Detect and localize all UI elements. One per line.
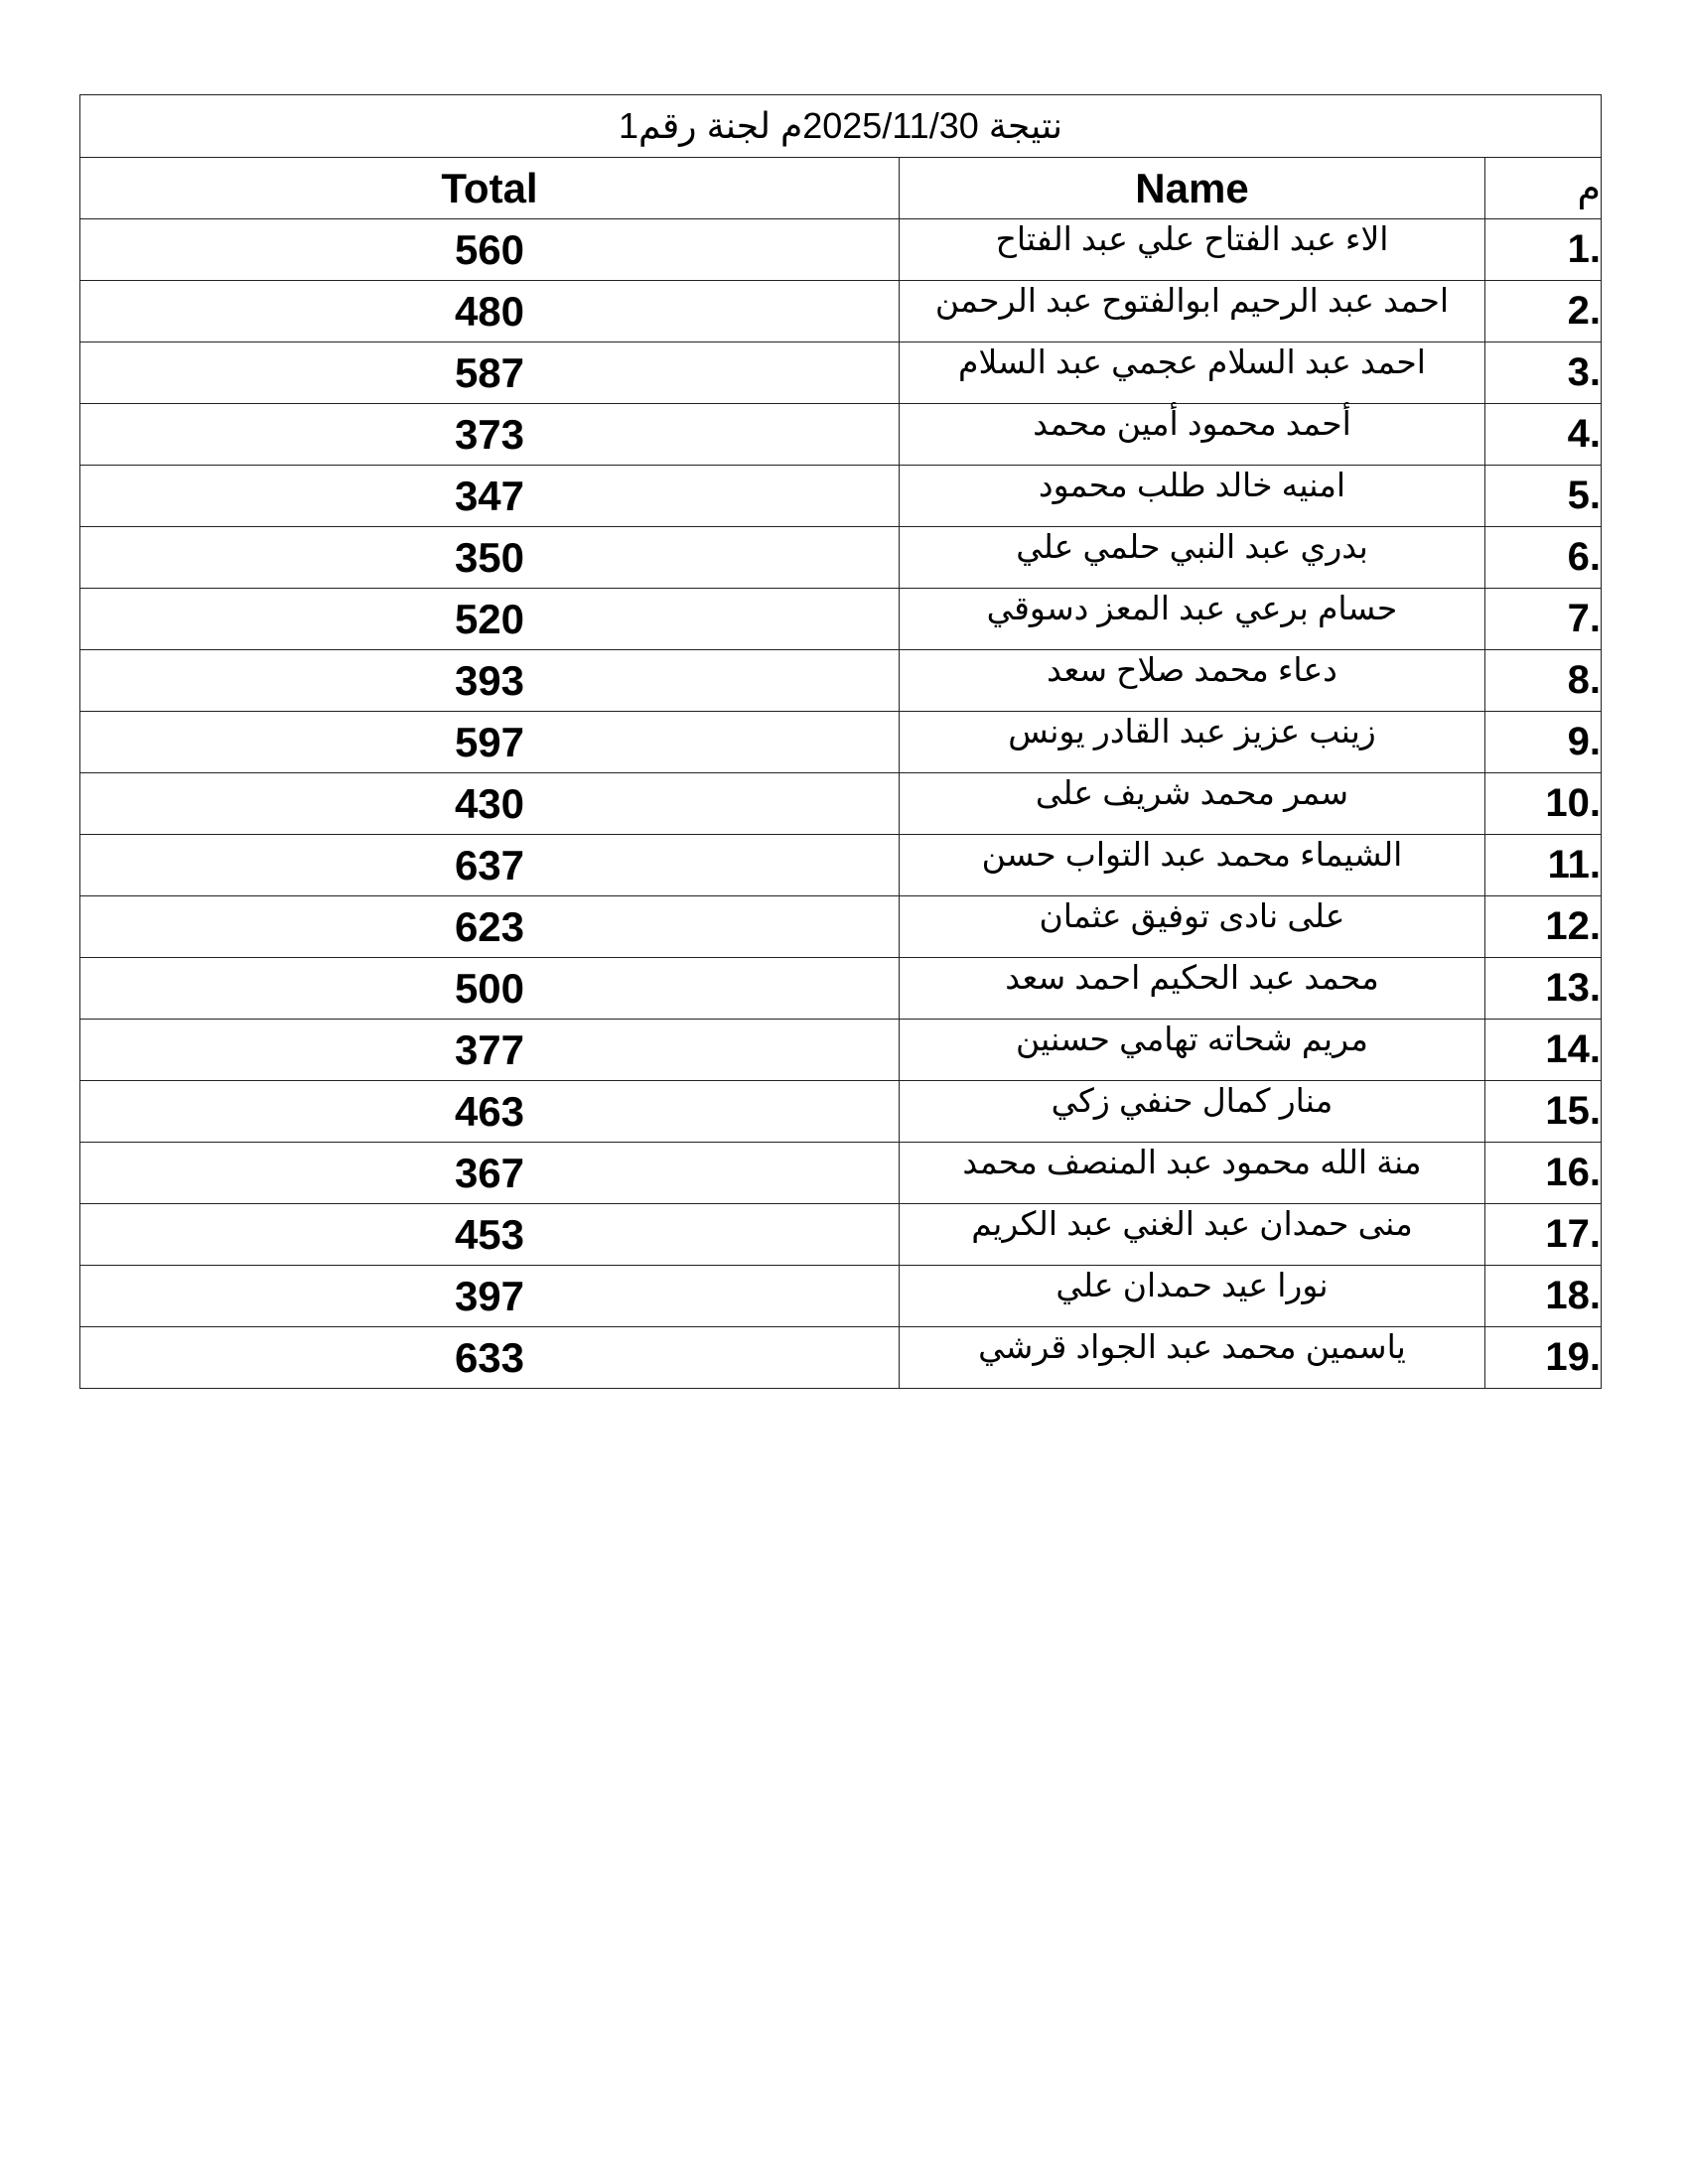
row-name: على نادى توفيق عثمان [900, 896, 1485, 958]
row-name: بدري عبد النبي حلمي علي [900, 527, 1485, 589]
table-title: نتيجة 2025/11/30م لجنة رقم1 [80, 95, 1602, 158]
row-total: 520 [80, 589, 900, 650]
row-index: 8. [1485, 650, 1602, 712]
row-index: 19. [1485, 1327, 1602, 1389]
row-index: 4. [1485, 404, 1602, 466]
table-row [80, 1020, 1602, 1081]
row-name: احمد عبد الرحيم ابوالفتوح عبد الرحمن [900, 281, 1485, 342]
row-index: 9. [1485, 712, 1602, 773]
row-total: 430 [80, 773, 900, 835]
row-index: 16. [1485, 1143, 1602, 1204]
table-row [80, 773, 1602, 835]
row-total: 393 [80, 650, 900, 712]
row-index: 6. [1485, 527, 1602, 589]
name-column-header: Name [900, 158, 1485, 219]
row-name: منة الله محمود عبد المنصف محمد [900, 1143, 1485, 1204]
row-name: مريم شحاته تهامي حسنين [900, 1020, 1485, 1081]
row-index: 13. [1485, 958, 1602, 1020]
row-name: احمد عبد السلام عجمي عبد السلام [900, 342, 1485, 404]
table-row [80, 466, 1602, 527]
row-index: 1. [1485, 219, 1602, 281]
table-row [80, 281, 1602, 342]
row-name: امنيه خالد طلب محمود [900, 466, 1485, 527]
row-total: 377 [80, 1020, 900, 1081]
index-column-header: م [1485, 158, 1602, 219]
total-column-header: Total [80, 158, 900, 219]
table-row [80, 835, 1602, 896]
table-row [80, 712, 1602, 773]
row-index: 11. [1485, 835, 1602, 896]
row-total: 623 [80, 896, 900, 958]
table-row [80, 404, 1602, 466]
row-total: 597 [80, 712, 900, 773]
row-total: 373 [80, 404, 900, 466]
row-total: 453 [80, 1204, 900, 1266]
row-total: 347 [80, 466, 900, 527]
header-row [80, 158, 1602, 219]
table-row [80, 958, 1602, 1020]
row-name: سمر محمد شريف على [900, 773, 1485, 835]
table-row [80, 1081, 1602, 1143]
table-row [80, 1143, 1602, 1204]
table-row [80, 527, 1602, 589]
row-name: منار كمال حنفي زكي [900, 1081, 1485, 1143]
row-index: 2. [1485, 281, 1602, 342]
row-index: 3. [1485, 342, 1602, 404]
row-total: 480 [80, 281, 900, 342]
table-row [80, 1204, 1602, 1266]
row-total: 350 [80, 527, 900, 589]
table-row [80, 219, 1602, 281]
table-row [80, 896, 1602, 958]
row-index: 5. [1485, 466, 1602, 527]
table-row [80, 342, 1602, 404]
row-total: 633 [80, 1327, 900, 1389]
table-row [80, 1266, 1602, 1327]
row-total: 463 [80, 1081, 900, 1143]
row-name: أحمد محمود أمين محمد [900, 404, 1485, 466]
title-row [80, 95, 1602, 158]
row-index: 18. [1485, 1266, 1602, 1327]
row-index: 17. [1485, 1204, 1602, 1266]
row-name: حسام برعي عبد المعز دسوقي [900, 589, 1485, 650]
row-name: الشيماء محمد عبد التواب حسن [900, 835, 1485, 896]
row-index: 10. [1485, 773, 1602, 835]
row-name: دعاء محمد صلاح سعد [900, 650, 1485, 712]
row-index: 7. [1485, 589, 1602, 650]
row-name: زينب عزيز عبد القادر يونس [900, 712, 1485, 773]
row-index: 14. [1485, 1020, 1602, 1081]
row-index: 15. [1485, 1081, 1602, 1143]
table-row [80, 589, 1602, 650]
table-row [80, 650, 1602, 712]
row-total: 587 [80, 342, 900, 404]
row-total: 367 [80, 1143, 900, 1204]
row-total: 637 [80, 835, 900, 896]
row-total: 500 [80, 958, 900, 1020]
row-name: نورا عيد حمدان علي [900, 1266, 1485, 1327]
row-name: الاء عبد الفتاح علي عبد الفتاح [900, 219, 1485, 281]
table-row [80, 1327, 1602, 1389]
row-index: 12. [1485, 896, 1602, 958]
row-total: 397 [80, 1266, 900, 1327]
results-table [79, 94, 1602, 1389]
row-total: 560 [80, 219, 900, 281]
row-name: ياسمين محمد عبد الجواد قرشي [900, 1327, 1485, 1389]
row-name: محمد عبد الحكيم احمد سعد [900, 958, 1485, 1020]
row-name: منى حمدان عبد الغني عبد الكريم [900, 1204, 1485, 1266]
